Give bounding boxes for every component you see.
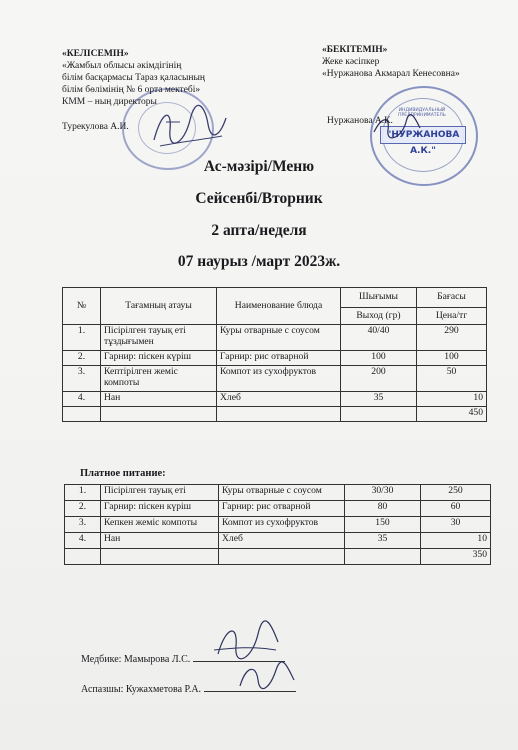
dish-yield: 35 [341,392,417,407]
dish-ru: Компот из сухофруктов [219,517,345,533]
dish-kz [101,549,219,565]
col-name-kz-header: Тағамның атауы [101,288,217,325]
dish-yield: 40/40 [341,325,417,351]
row-num [65,549,101,565]
dish-yield: 200 [341,366,417,392]
paid-section-title: Платное питание: [80,468,166,479]
paid-table [64,484,491,565]
approve-signatory: Нуржанова А.К. [327,116,393,126]
dish-price: 50 [417,366,487,392]
table-row [63,351,487,366]
col-yield-ru-header: Выход (гр) [341,308,417,325]
table-row-total [65,549,491,565]
col-price-ru-header: Цена/тг [417,308,487,325]
table-row [63,392,487,407]
menu-table [62,287,487,422]
dish-ru [219,549,345,565]
agree-signatory: Турекулова А.И. [62,122,129,132]
total-price: 450 [417,407,487,422]
dish-yield: 30/30 [345,485,421,501]
table-row [65,501,491,517]
dish-kz: Гарнир: піскен күріш [101,501,219,517]
nurse-name: Медбике: Мамырова Л.С. [81,654,191,665]
col-yield-kz-header: Шығымы [341,288,417,308]
round-stamp-right: ИНДИВИДУАЛЬНЫЙ ПРЕДПРИНИМАТЕЛЬ "НУРЖАНОВА А.К." [370,86,478,186]
dish-kz: Пісірілген тауық еті тұздығымен [101,325,217,351]
weekday-title: Сейсенбі/Вторник [195,190,323,207]
total-price: 350 [421,549,491,565]
stamp-name-box: "НУРЖАНОВА А.К." [380,126,466,144]
dish-price: 30 [421,517,491,533]
approve-line: «Нуржанова Акмарал Кенесовна» [322,69,460,79]
approve-line: Жеке кәсіпкер [322,57,380,67]
table-row [65,533,491,549]
approve-title: «БЕКІТЕМІН» [322,45,388,55]
dish-ru: Куры отварные с соусом [219,485,345,501]
dish-ru: Гарнир: рис отварной [219,501,345,517]
row-num: 4. [63,392,101,407]
agree-line: КММ – ның директоры [62,97,157,107]
approve-block [322,44,512,80]
agree-title: «КЕЛІСЕМІН» [62,49,129,59]
table-row [65,485,491,501]
dish-kz: Кептірілген жеміс компоты [101,366,217,392]
agree-line: білім бөлімінің № 6 орта мектебі» [62,85,201,95]
row-num: 2. [63,351,101,366]
dish-kz: Кепкен жеміс компоты [101,517,219,533]
dish-ru: Гарнир: рис отварной [217,351,341,366]
dish-kz: Нан [101,533,219,549]
row-num [63,407,101,422]
col-name-ru-header: Наименование блюда [217,288,341,325]
col-price-kz-header: Бағасы [417,288,487,308]
table-row [65,517,491,533]
dish-ru: Хлеб [217,392,341,407]
row-num: 3. [65,517,101,533]
dish-kz: Пісірілген тауық еті [101,485,219,501]
week-title: 2 апта/неделя [211,222,307,239]
dish-yield: 80 [345,501,421,517]
dish-kz [101,407,217,422]
agree-line: білім басқармасы Тараз қаласының [62,73,205,83]
dish-yield: 150 [345,517,421,533]
table-row [63,366,487,392]
dish-yield: 35 [345,533,421,549]
row-num: 1. [63,325,101,351]
dish-ru: Хлеб [219,533,345,549]
dish-kz: Нан [101,392,217,407]
agree-block [62,48,252,108]
dish-price: 250 [421,485,491,501]
row-num: 2. [65,501,101,517]
dish-ru [217,407,341,422]
dish-yield: 100 [341,351,417,366]
cook-name: Аспазшы: Кужахметова Р.А. [81,684,202,695]
dish-price: 60 [421,501,491,517]
dish-price: 290 [417,325,487,351]
signature-nurse [212,620,282,664]
signature-cook [236,660,298,692]
table-row [63,325,487,351]
row-num: 3. [63,366,101,392]
dish-ru: Компот из сухофруктов [217,366,341,392]
dish-kz: Гарнир: піскен күріш [101,351,217,366]
menu-title: Ас-мәзірі/Меню [203,158,315,175]
dish-price: 100 [417,351,487,366]
dish-yield [345,549,421,565]
dish-price: 10 [421,533,491,549]
row-num: 1. [65,485,101,501]
row-num: 4. [65,533,101,549]
date-title: 07 наурыз /март 2023ж. [177,253,341,270]
dish-price: 10 [417,392,487,407]
dish-ru: Куры отварные с соусом [217,325,341,351]
agree-line: «Жамбыл облысы әкімдігінің [62,61,182,71]
col-num-header: № [63,288,101,325]
table-row-total [63,407,487,422]
dish-yield [341,407,417,422]
signature-director [150,100,230,155]
